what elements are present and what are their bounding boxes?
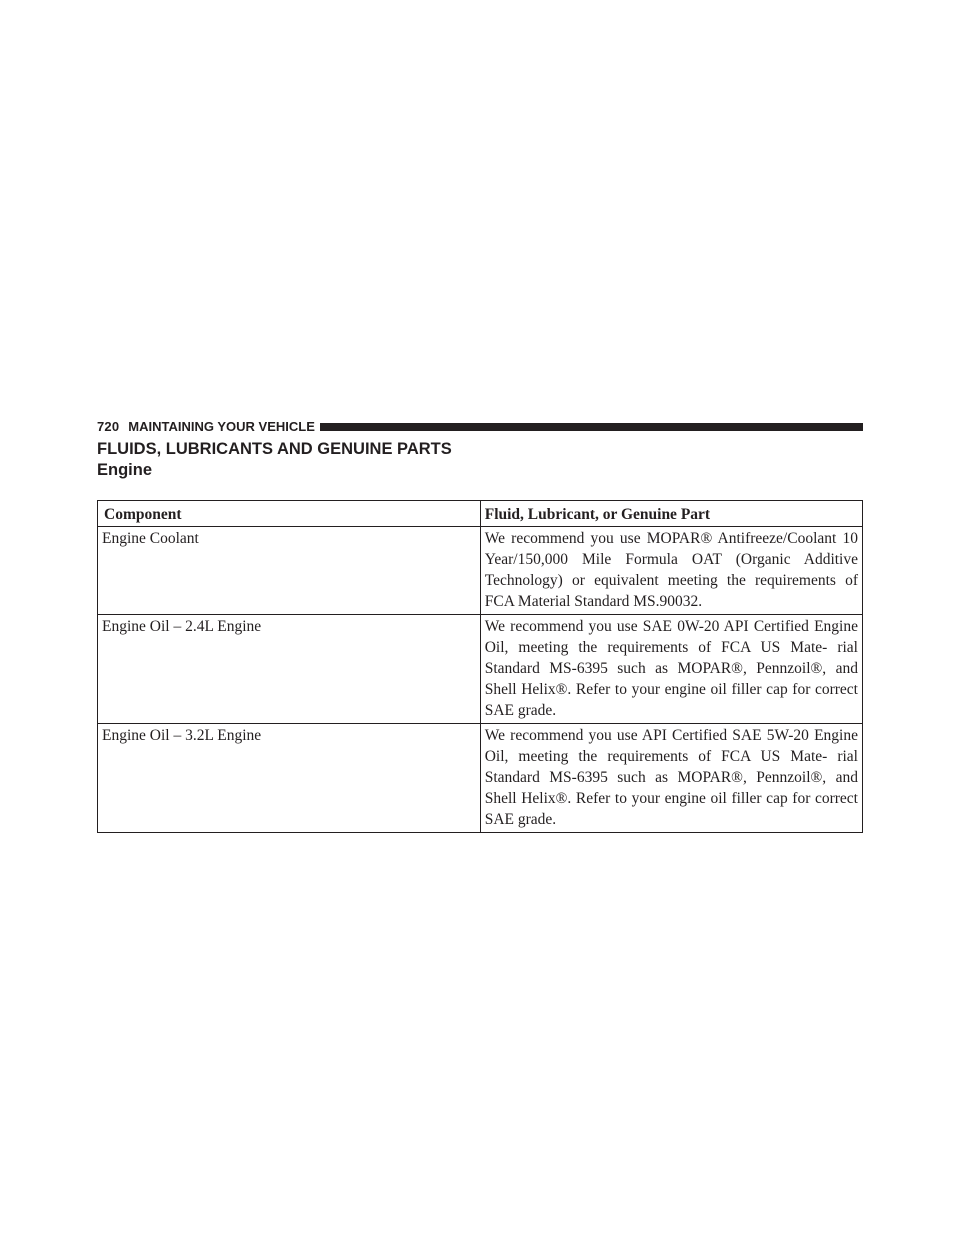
table-header-row (98, 501, 863, 527)
component-cell: Engine Oil – 3.2L Engine (98, 724, 481, 833)
page-number: 720 (97, 418, 120, 434)
component-cell: Engine Oil – 2.4L Engine (98, 615, 481, 724)
component-cell: Engine Coolant (98, 527, 481, 615)
fluids-table (97, 500, 863, 833)
table-row (98, 724, 863, 833)
fluid-cell: We recommend you use API Certified SAE 5W-20 Engine Oil, meeting the requirements of FCA US Mate- rial Standard MS-6395 such as MOPAR®, Pennzoil®, and Shell Helix®. Refer to your engine oil filler cap for correct SAE grade. (480, 724, 862, 833)
table-row (98, 615, 863, 724)
section-title: FLUIDS, LUBRICANTS AND GENUINE PARTS (97, 440, 452, 458)
header-rule (320, 423, 863, 431)
table-row (98, 527, 863, 615)
running-header-title: MAINTAINING YOUR VEHICLE (128, 418, 315, 434)
column-header-component: Component (98, 501, 481, 527)
fluid-cell: We recommend you use SAE 0W-20 API Certified Engine Oil, meeting the requirements of FCA US Mate- rial Standard MS-6395 such as MOPAR®, Pennzoil®, and Shell Helix®. Refer to your engine oil filler cap for correct SAE grade. (480, 615, 862, 724)
fluid-cell: We recommend you use MOPAR® Antifreeze/Coolant 10 Year/150,000 Mile Formula OAT (Organic Additive Technology) or equivalent meeting the requirements of FCA Material Standard MS.90032. (480, 527, 862, 615)
running-header-bar (97, 417, 863, 435)
column-header-fluid: Fluid, Lubricant, or Genuine Part (480, 501, 862, 527)
subsection-title: Engine (97, 461, 153, 479)
